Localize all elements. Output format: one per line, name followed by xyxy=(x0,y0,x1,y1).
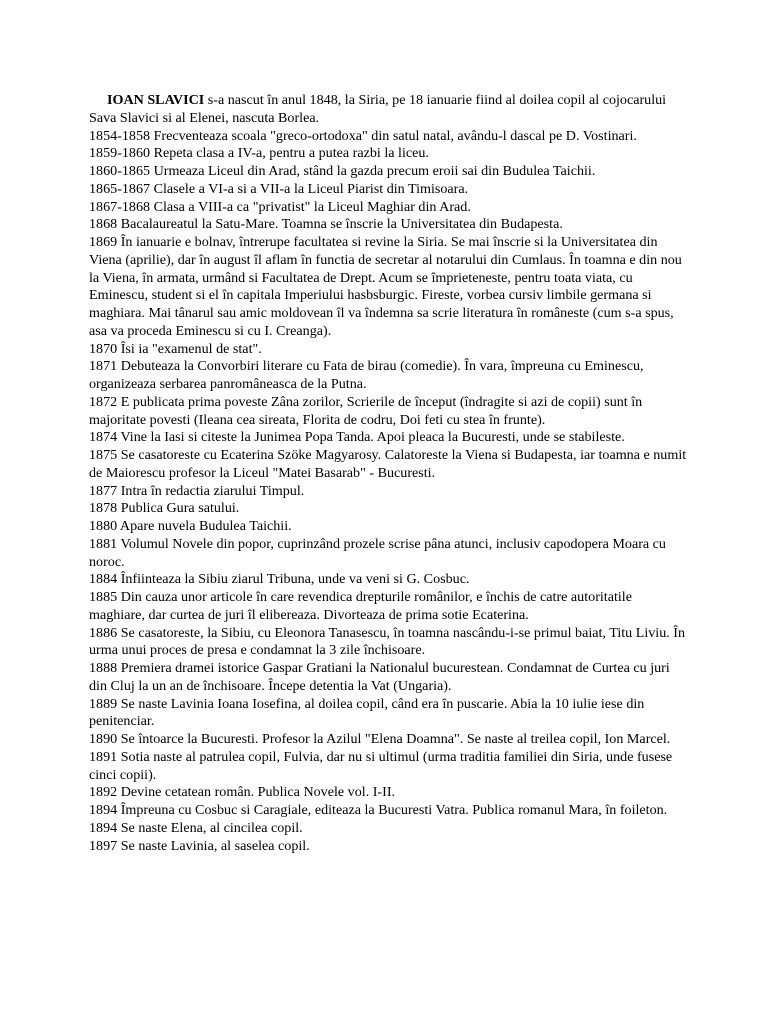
timeline-entry: 1894 Împreuna cu Cosbuc si Caragiale, editeaza la Bucuresti Vatra. Publica romanul Mara, în foileton. xyxy=(89,802,668,818)
timeline-entry: 1889 Se naste Lavinia Ioana Iosefina, al doilea copil, când era în puscarie. Abia la 10 iulie iese din penitenciar. xyxy=(89,695,645,730)
timeline-entry: 1877 Intra în redactia ziarului Timpul. xyxy=(89,482,305,499)
timeline-entry: 1881 Volumul Novele din popor, cuprinzând prozele scrise pâna atunci, inclusiv capodopera Moara cu noroc. xyxy=(89,535,666,570)
timeline-entry: 1868 Bacalaureatul la Satu-Mare. Toamna se înscrie la Universitatea din Budapesta. xyxy=(89,216,563,233)
timeline-entry: 1890 Se întoarce la Bucuresti. Profesor la Azilul "Elena Doamna". Se naste al treilea copil, Ion Marcel. xyxy=(89,731,671,747)
timeline-entry: 1859-1860 Repeta clasa a IV-a, pentru a putea razbi la liceu. xyxy=(89,145,429,162)
timeline-entry: 1875 Se casatoreste cu Ecaterina Szöke Magyarosy. Calatoreste la Viena si Budapesta, iar toamna e numit de Maiorescu profesor la Liceul "Matei Basarab" - Bucuresti. xyxy=(89,447,687,481)
biography-text xyxy=(89,92,689,855)
timeline-entry: 1867-1868 Clasa a VIII-a ca "privatist" la Liceul Maghiar din Arad. xyxy=(89,198,471,215)
timeline-entry: 1860-1865 Urmeaza Liceul din Arad, stând la gazda precum eroii sai din Budulea Taichii. xyxy=(89,163,596,179)
timeline-entry: 1885 Din cauza unor articole în care revendica drepturile românilor, e închis de catre autoritatile maghiare, dar curtea de juri îl elibereaza. Divorteaza de prima sotie Ecaterina. xyxy=(89,589,632,623)
timeline-entry: 1888 Premiera dramei istorice Gaspar Gratiani la Nationalul bucurestean. Condamnat de Curtea cu juri din Cluj la un an de închisoare. Începe detentia la Vat (Ungaria). xyxy=(89,660,670,694)
timeline-entry: 1884 Înfiinteaza la Sibiu ziarul Tribuna, unde va veni si G. Cosbuc. xyxy=(89,571,470,588)
timeline-entry: 1872 E publicata prima poveste Zâna zorilor, Scrierile de început (îndragite si azi de copii) sunt în majoritate povesti (Ileana cea sireata, Florita de codru, Doi feti cu stea în frunte). xyxy=(89,393,643,428)
timeline-entry: 1865-1867 Clasele a VI-a si a VII-a la Liceul Piarist din Timisoara. xyxy=(89,180,469,197)
intro-paragraph xyxy=(89,92,689,128)
timeline-entry: 1870 Îsi ia "examenul de stat". xyxy=(89,340,262,357)
timeline-entry: 1878 Publica Gura satului. xyxy=(89,500,240,517)
timeline-entry: 1854-1858 Frecventeaza scoala "greco-ortodoxa" din satul natal, avându-l dascal pe D. Vostinari. xyxy=(89,127,637,144)
timeline-entry: 1880 Apare nuvela Budulea Taichii. xyxy=(89,518,292,534)
author-name: IOAN SLAVICI xyxy=(107,92,205,108)
timeline-entry: 1891 Sotia naste al patrulea copil, Fulvia, dar nu si ultimul (urma traditia familiei din Siria, unde fusese cinci copii). xyxy=(89,748,673,783)
timeline-entry: 1897 Se naste Lavinia, al saselea copil. xyxy=(89,837,310,854)
timeline-entry: 1894 Se naste Elena, al cincilea copil. xyxy=(89,819,303,836)
timeline-entry: 1871 Debuteaza la Convorbiri literare cu Fata de birau (comedie). În vara, împreuna cu Eminescu, organizeaza serbarea panromâneasca de la Putna. xyxy=(89,358,644,392)
timeline-entry: 1892 Devine cetatean român. Publica Novele vol. I-II. xyxy=(89,784,396,801)
timeline-entry: 1886 Se casatoreste, la Sibiu, cu Eleonora Tanasescu, în toamna nascându-i-se primul baiat, Titu Liviu. În urma unui proces de presa e condamnat la 3 zile închisoare. xyxy=(89,624,686,659)
timeline-entry: 1874 Vine la Iasi si citeste la Junimea Popa Tanda. Apoi pleaca la Bucuresti, unde se stabileste. xyxy=(89,429,625,446)
timeline-entry: 1869 În ianuarie e bolnav, întrerupe facultatea si revine la Siria. Se mai înscrie si la Universitatea din Viena (aprilie), dar în august îl aflam în functia de secretar al notarului din Cumlaus. În toamna e din nou la Viena, în armata, urmând si Facultatea de Drept. Acum se împrieteneste, pentru toata viata, cu Eminescu, student si el în capitala Imperiului hasbsburgic. Fireste, vorbea cursiv limbile germana si maghiara. Mai tânarul sau amic moldovean îl va îndemna sa scrie literatura în româneste (cum s-a spus, asa va proceda Eminescu si cu I. Creanga). xyxy=(89,234,682,339)
intro-text: s-a nascut în anul 1848, la Siria, pe 18 ianuarie fiind al doilea copil al cojocarului Sava Slavici si al Elenei, nascuta Borlea. xyxy=(89,92,667,126)
